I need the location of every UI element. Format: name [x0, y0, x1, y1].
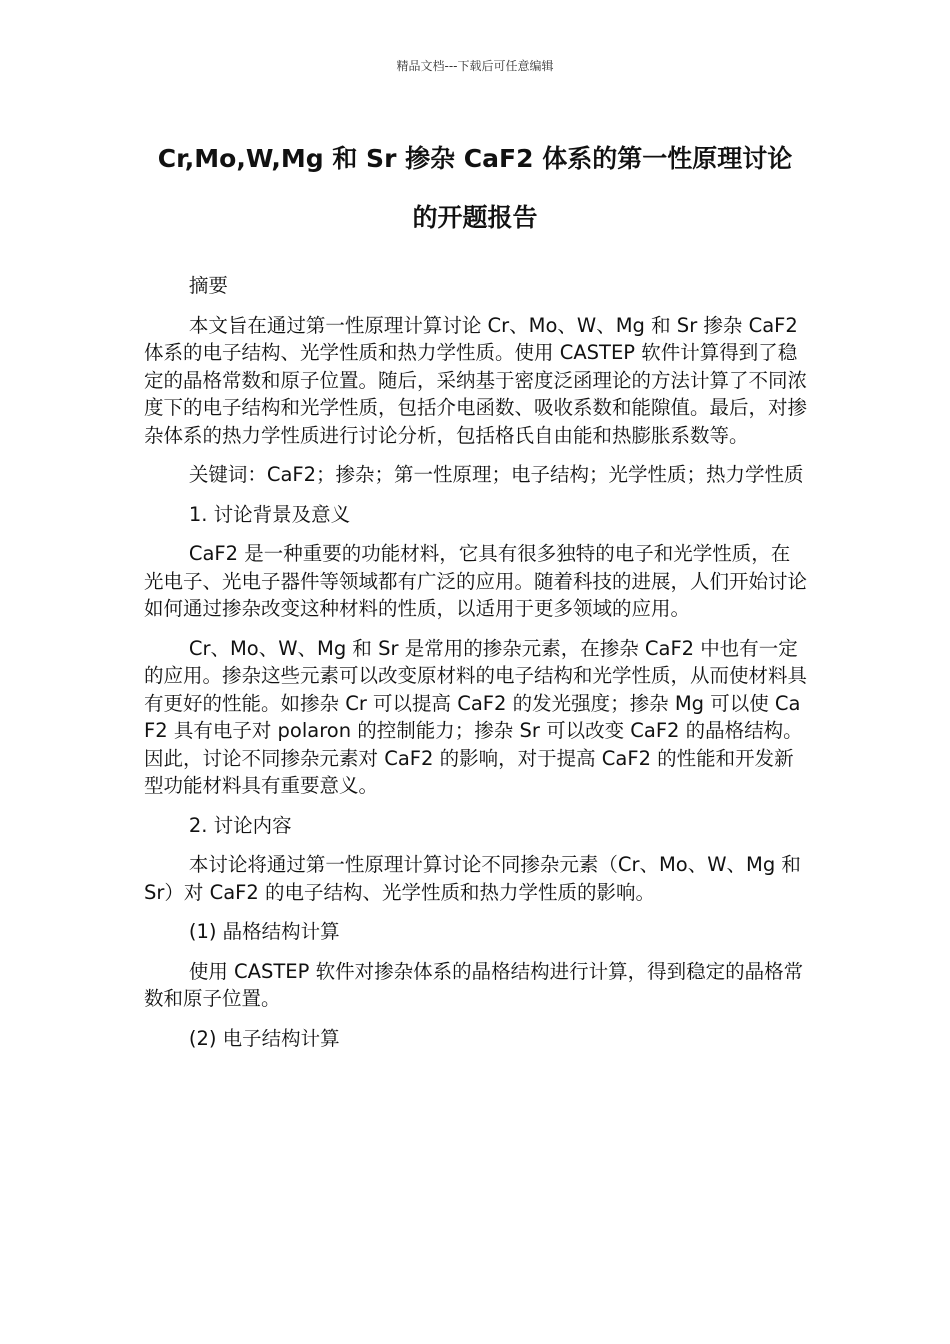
section-1-paragraph-1: CaF2 是一种重要的功能材料，它具有很多独特的电子和光学性质，在光电子、光电子器件等领域都有广泛的应用。随着科技的进展，人们开始讨论如何通过掺杂改变这种材料的性质，以适用于更多领域的应用。 [144, 542, 808, 620]
item-1-paragraph: 使用 CASTEP 软件对掺杂体系的晶格结构进行计算，得到稳定的晶格常数和原子位置。 [144, 959, 804, 1010]
section-1-paragraph-2: Cr、Mo、W、Mg 和 Sr 是常用的掺杂元素，在掺杂 CaF2 中也有一定的应用。掺杂这些元素可以改变原材料的电子结构和光学性质，从而使材料具有更好的性能。如掺杂 Cr 可以提高 CaF2 的发光强度；掺杂 Mg 可以使 CaF2 具有电子对 polaron 的控制能力；掺杂 Sr 可以改变 CaF2 的晶格结构。因此，讨论不同掺杂元素对 CaF2 的影响，对于提高 CaF2 的性能和开发新型功能材料具有重要意义。 [144, 636, 808, 797]
abstract-heading: 摘要 [188, 274, 228, 297]
section-1-heading: 1. 讨论背景及意义 [188, 502, 351, 526]
section-2-heading: 2. 讨论内容 [188, 813, 292, 837]
item-1-heading: (1) 晶格结构计算 [188, 920, 340, 943]
header-note: 精品文档---下载后可任意编辑 [396, 59, 554, 73]
item-2-heading: (2) 电子结构计算 [188, 1026, 340, 1050]
section-2-intro: 本讨论将通过第一性原理计算讨论不同掺杂元素（Cr、Mo、W、Mg 和 Sr）对 CaF2 的电子结构、光学性质和热力学性质的影响。 [144, 853, 801, 904]
document-title-line-2: 的开题报告 [412, 203, 538, 232]
document-body [144, 272, 808, 1064]
document-title-line-1: Cr,Mo,W,Mg 和 Sr 掺杂 CaF2 体系的第一性原理讨论 [157, 144, 793, 173]
abstract-paragraph: 本文旨在通过第一性原理计算讨论 Cr、Mo、W、Mg 和 Sr 掺杂 CaF2 体系的电子结构、光学性质和热力学性质。使用 CASTEP 软件计算得到了稳定的晶格常数和原子位置。随后，采纳基于密度泛函理论的方法计算了不同浓度下的电子结构和光学性质，包括介电函数、吸收系数和能隙值。最后，对掺杂体系的热力学性质进行讨论分析，包括格氏自由能和热膨胀系数等。 [144, 313, 808, 447]
keywords-paragraph: 关键词：CaF2；掺杂；第一性原理；电子结构；光学性质；热力学性质 [188, 463, 804, 486]
